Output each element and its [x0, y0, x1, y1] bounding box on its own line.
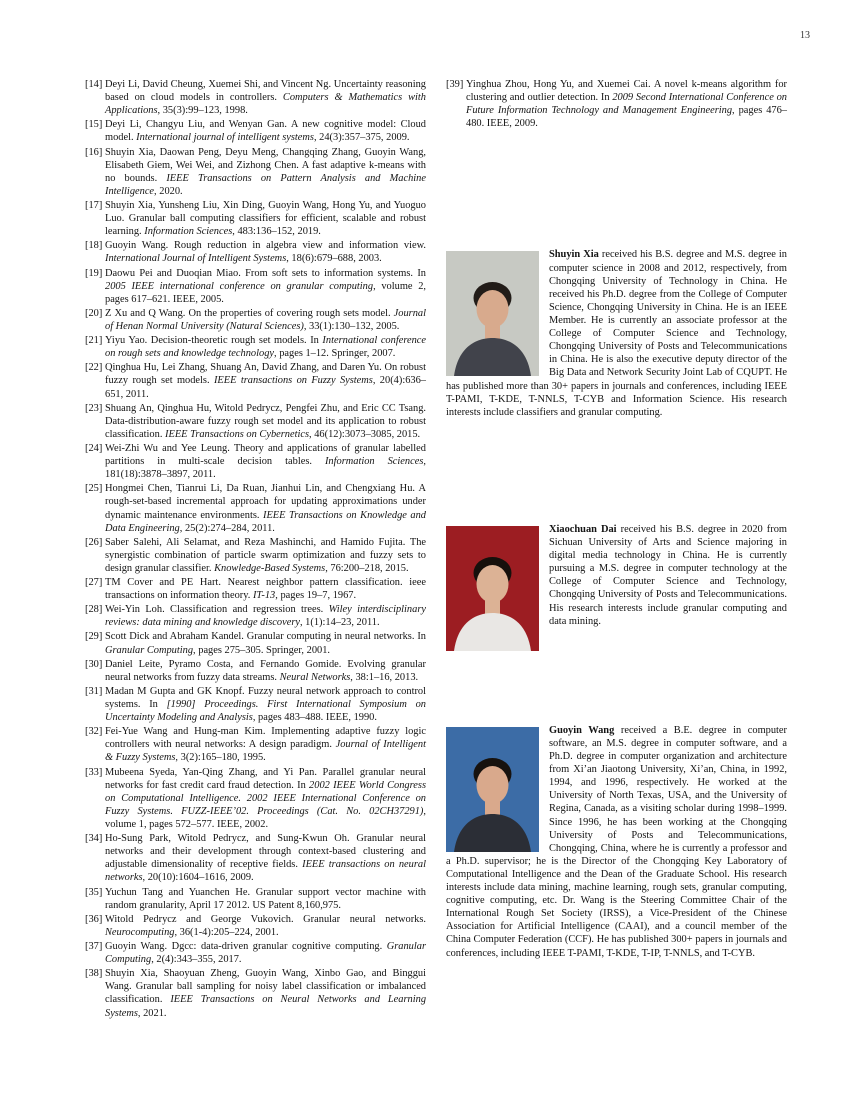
reference-venue: IEEE transactions on Fuzzy Systems: [213, 375, 373, 387]
reference-venue: Granular Computing: [105, 941, 426, 966]
reference-text: Shuyin Xia, Shaoyuan Zheng, Guoyin Wang, Xinbo Gao, and Binggui Wang. Granular ball sampling for noisy label classification or imbalanced classification.: [105, 968, 426, 1006]
reference-text: , volume 2, pages 617–621. IEEE, 2005.: [105, 280, 426, 305]
reference-number: [31]: [85, 685, 103, 697]
author-bio-text: received his B.S. degree in 2020 from Sichuan University of Arts and Science majoring in digital media technology in China. He is currently pursuing a M.S. degree in computer technology at the College of Computer Science and Technology, Chongqing University of Posts and Telecommunications. His research interests include granular computing and data mining.: [549, 523, 787, 627]
reference-text: , 181(18):3878–3897, 2011.: [105, 456, 426, 481]
reference-number: [24]: [85, 442, 103, 454]
reference-venue: International conference on rough sets and knowledge technology: [105, 335, 427, 360]
reference-text: TM Cover and PE Hart. Nearest neighbor pattern classification. ieee transactions on information theory.: [105, 577, 426, 602]
reference-venue: Journal of Intelligent & Fuzzy Systems: [105, 739, 426, 764]
reference-text: , pages 1–12. Springer, 2007.: [274, 348, 396, 360]
reference-text: , 38:1–16, 2013.: [350, 671, 419, 683]
author-bio-guoyin-wang: [446, 724, 787, 960]
reference-number: [21]: [85, 335, 103, 347]
reference-text: , 33(1):130–132, 2005.: [303, 320, 400, 332]
reference-text: , 1(1):14–23, 2011.: [299, 617, 380, 629]
two-column-layout: [85, 78, 787, 1021]
author-bio-text: received his B.S. degree and M.S. degree in computer science in 2008 and 2012, respectively, from Chongqing University of Technology in China. He received his Ph.D. degree from the College of Computer Science, Chongqing University in China. He is an IEEE Member. He is currently an associate professor at the College of Computer Science and Technology, Chongqing University of Posts and Telecommunications in China. He is also the executive deputy director of the Big Data and Network Security Joint Lab of CQUPT. He has published more than 30+ papers in journals and conferences, including IEEE T-PAMI, T-KDE, T-NNLS, T-CYB and Information Science. His research interests include classifiers and granular computing.: [446, 249, 787, 418]
reference-text: Daowu Pei and Duoqian Miao. From soft sets to information systems. In: [105, 267, 426, 279]
page-number: 13: [800, 30, 810, 41]
reference-venue: Wiley interdisciplinary reviews: data mining and knowledge discovery: [105, 604, 426, 629]
reference-number: [15]: [85, 119, 103, 131]
reference-text: , 2020.: [154, 185, 183, 197]
reference-text: Wei-Yin Loh. Classification and regression trees.: [105, 604, 329, 616]
reference-venue: Journal of Henan Normal University (Natural Sciences): [105, 307, 426, 332]
reference-entry: [85, 940, 426, 966]
reference-venue: 2005 IEEE international conference on granular computing: [105, 280, 374, 292]
reference-number: [36]: [85, 913, 103, 925]
reference-venue: Granular Computing: [105, 644, 194, 656]
reference-text: Yinghua Zhou, Hong Yu, and Xuemei Cai. A novel k-means algorithm for clustering and outlier detection. In: [466, 79, 787, 104]
reference-entry: [85, 239, 426, 265]
reference-number: [35]: [85, 886, 103, 898]
reference-entry: [85, 766, 426, 832]
author-bio-shuyin-xia: [446, 248, 787, 418]
author-photo: [446, 727, 539, 852]
reference-text: Wei-Zhi Wu and Yee Leung. Theory and applications of granular labelled partitions in multi-scale decision tables.: [105, 442, 426, 468]
reference-entry: [85, 199, 426, 238]
reference-entry: [85, 685, 426, 724]
reference-venue: IT-13: [252, 590, 276, 602]
reference-number: [39]: [446, 79, 464, 90]
reference-number: [19]: [85, 267, 103, 279]
reference-venue: IEEE Transactions on Neural Networks and Learning Systems: [105, 994, 427, 1019]
reference-number: [28]: [85, 604, 103, 616]
reference-number: [38]: [85, 968, 103, 980]
reference-venue: International Journal of Intelligent Systems: [105, 253, 287, 265]
reference-number: [16]: [85, 146, 103, 158]
reference-number: [34]: [85, 833, 103, 845]
author-bio-xiaochuan-dai: [446, 523, 787, 628]
reference-text: Shuang An, Qinghua Hu, Witold Pedrycz, Pengfei Zhu, and Eric CC Tsang. Data-distribution-aware fuzzy rough set model and its application to robust classification.: [105, 402, 426, 440]
reference-text: , pages 19–7, 1967.: [275, 590, 357, 602]
reference-entry: [85, 536, 426, 575]
reference-entry: [85, 361, 426, 400]
reference-text: , 2021.: [137, 1007, 167, 1019]
reference-venue: Neural Networks: [279, 671, 351, 683]
reference-number: [26]: [85, 536, 103, 548]
reference-text: , 35(3):99–123, 1998.: [157, 105, 248, 117]
reference-entry: [446, 78, 787, 130]
reference-text: , 483:136–152, 2019.: [232, 226, 321, 238]
reference-text: Guoyin Wang. Rough reduction in algebra view and information view.: [105, 240, 426, 252]
reference-text: Mubeena Syeda, Yan-Qing Zhang, and Yi Pan. Parallel granular neural networks for fast credit card fraud detection. In: [105, 766, 426, 791]
reference-entry: [85, 334, 426, 360]
reference-entry: [85, 967, 426, 1019]
reference-text: Hongmei Chen, Tianrui Li, Da Ruan, Jianhui Lin, and Chengxiang Hu. A rough-set-based incremental approach for updating approximations under dynamic maintenance environments.: [105, 483, 426, 521]
reference-entry: [85, 442, 426, 481]
reference-text: , pages 275–305. Springer, 2001.: [193, 644, 331, 656]
reference-text: Daniel Leite, Pyramo Costa, and Fernando Gomide. Evolving granular neural networks from fuzzy data streams.: [105, 658, 426, 683]
reference-text: , pages 483–488. IEEE, 1990.: [252, 712, 377, 724]
reference-entry: [85, 576, 426, 602]
reference-entry: [85, 78, 426, 117]
reference-venue: International journal of intelligent systems: [136, 132, 314, 144]
reference-venue: Knowledge-Based Systems: [214, 562, 326, 574]
reference-number: [29]: [85, 631, 103, 643]
reference-number: [27]: [85, 577, 103, 589]
reference-entry: [85, 267, 426, 306]
reference-number: [33]: [85, 766, 103, 778]
reference-text: Ho-Sung Park, Witold Pedrycz, and Sung-Kwun Oh. Granular neural networks and their development through context-based clustering and adjustable dimensionality of receptive fields.: [105, 833, 426, 871]
reference-text: Z Xu and Q Wang. On the properties of covering rough sets model.: [105, 307, 394, 319]
reference-number: [30]: [85, 658, 103, 670]
reference-text: Witold Pedrycz and George Vukovich. Granular neural networks.: [105, 913, 426, 925]
reference-text: , 20(4):636–651, 2011.: [105, 375, 426, 400]
reference-venue: Computers & Mathematics with Applications: [105, 92, 426, 117]
reference-text: , 46(12):3073–3085, 2015.: [309, 428, 421, 440]
reference-text: , 36(1-4):205–224, 2001.: [174, 926, 279, 938]
reference-text: , 18(6):679–688, 2003.: [286, 253, 382, 265]
reference-number: [23]: [85, 402, 103, 414]
reference-venue: 2002 IEEE World Congress on Computational Intelligence. 2002 IEEE International Conference on Fuzzy Systems. FUZZ-IEEE’02. Proceedings (Cat. No. 02CH37291): [105, 779, 426, 817]
reference-text: Guoyin Wang. Dgcc: data-driven granular cognitive computing.: [105, 941, 387, 952]
author-photo: [446, 251, 539, 376]
reference-text: , volume 1, pages 572–577. IEEE, 2002.: [105, 805, 426, 831]
reference-text: Shuyin Xia, Yunsheng Liu, Xin Ding, Guoyin Wang, Hong Yu, and Yuoguo Luo. Granular ball computing classifiers for efficient, scalable and robust learning.: [105, 199, 426, 238]
reference-text: Madan M Gupta and GK Knopf. Fuzzy neural network approach to control systems. In: [105, 685, 426, 711]
reference-text: , 25(2):274–284, 2011.: [179, 522, 275, 534]
author-bios: [446, 248, 787, 959]
reference-venue: IEEE Transactions on Pattern Analysis and Machine Intelligence: [105, 172, 426, 197]
reference-venue: Information Sciences: [144, 226, 233, 238]
reference-number: [17]: [85, 199, 103, 211]
reference-text: , 20(10):1604–1616, 2009.: [142, 872, 254, 884]
reference-text: Deyi Li, David Cheung, Xuemei Shi, and Vincent Ng. Uncertainty reasoning based on cloud models in controllers.: [105, 79, 426, 104]
reference-entry: [85, 603, 426, 629]
reference-text: , 76:200–218, 2015.: [325, 562, 409, 574]
reference-entry: [85, 886, 426, 912]
reference-text: , 3(2):165–180, 1995.: [175, 752, 266, 764]
author-name: Xiaochuan Dai: [549, 523, 617, 535]
reference-number: [22]: [85, 362, 103, 374]
reference-venue: IEEE Transactions on Cybernetics: [165, 428, 310, 440]
reference-entry: [85, 402, 426, 441]
reference-number: [18]: [85, 240, 103, 252]
right-column: [446, 78, 787, 1021]
reference-entry: [85, 307, 426, 333]
reference-venue: [1990] Proceedings. First International Symposium on Uncertainty Modeling and Analysis: [105, 699, 426, 724]
reference-venue: IEEE Transactions on Knowledge and Data Engineering: [105, 509, 426, 534]
reference-venue: Information Sciences: [324, 456, 424, 468]
reference-venue: 2009 Second International Conference on Future Information Technology and Management Engineering: [466, 92, 787, 117]
reference-text: Saber Salehi, Ali Selamat, and Reza Mashinchi, and Hamido Fujita. The synergistic combination of particle swarm optimization and fuzzy sets to design granular classifier.: [105, 536, 426, 574]
reference-entry: [85, 118, 426, 144]
reference-number: [37]: [85, 941, 103, 952]
reference-text: Yiyu Yao. Decision-theoretic rough set models. In: [105, 335, 323, 347]
reference-text: Qinghua Hu, Lei Zhang, Shuang An, David Zhang, and Daren Yu. On robust fuzzy rough set models.: [105, 362, 426, 387]
reference-entry: [85, 146, 426, 198]
reference-entry: [85, 832, 426, 884]
reference-text: Yuchun Tang and Yuanchen He. Granular support vector machine with random granularity, April 17 2012. US Patent 8,160,975.: [105, 886, 426, 911]
reference-text: Deyi Li, Changyu Liu, and Wenyan Gan. A new cognitive model: Cloud model.: [105, 119, 426, 144]
reference-text: Scott Dick and Abraham Kandel. Granular computing in neural networks. In: [105, 631, 426, 643]
author-name: Guoyin Wang: [549, 724, 615, 736]
references-right-column: [446, 78, 787, 130]
author-photo: [446, 526, 539, 651]
reference-text: Fei-Yue Wang and Hung-man Kim. Implementing adaptive fuzzy logic controllers with neural networks: A design paradigm.: [105, 726, 426, 751]
reference-entry: [85, 658, 426, 684]
references-left-column: [85, 78, 426, 1021]
reference-number: [20]: [85, 307, 103, 319]
reference-text: , 2(4):343–355, 2017.: [151, 954, 242, 966]
reference-number: [25]: [85, 483, 103, 495]
reference-entry: [85, 725, 426, 764]
reference-text: Shuyin Xia, Daowan Peng, Deyu Meng, Changqing Zhang, Guoyin Wang, Elisabeth Giem, Wei Wei, and Zizhong Chen. A fast adaptive k-means with no bounds.: [105, 146, 426, 184]
reference-number: [32]: [85, 726, 103, 738]
reference-number: [14]: [85, 79, 103, 90]
reference-text: , 24(3):357–375, 2009.: [313, 132, 410, 144]
reference-venue: Neurocomputing: [105, 926, 175, 938]
reference-entry: [85, 630, 426, 656]
reference-entry: [85, 913, 426, 939]
author-bio-text: received a B.E. degree in computer software, an M.S. degree in computer software, and a Ph.D. degree in computer organization and architecture from Xi’an Jiaotong University, Xi’an, China, in 1992, 1994, and 1996, respectively. He worked at the University of North Texas, USA, and the University of Regina, Canada, as a visiting scholar during 1998–1999. Since 1996, he has been working at the Chongqing University of Posts and Telecommunications, Chongqing, China, where he is currently a professor and a Ph.D. supervisor; he is the Director of the Chongqing Key Laboratory of Computational Intelligence and the Dean of the Graduate School. His research interests include data mining, machine learning, rough sets, granular computing, cognitive computing, etc. Dr. Wang is the Steering Committee Chair of the International Rough Set Society (IRSS), a Vice-President of the Chinese Association for Artificial Intelligence (CAAI), and a council member of the China Computer Federation (CCF). He has published 300+ papers in journals and conferences, including IEEE T-PAMI, T-KDE, T-IP, T-NNLS, and T-CYB.: [446, 724, 787, 959]
reference-text: , pages 476–480. IEEE, 2009.: [466, 105, 787, 130]
author-name: Shuyin Xia: [549, 249, 599, 261]
reference-entry: [85, 482, 426, 534]
reference-venue: IEEE transactions on neural networks: [105, 859, 426, 884]
